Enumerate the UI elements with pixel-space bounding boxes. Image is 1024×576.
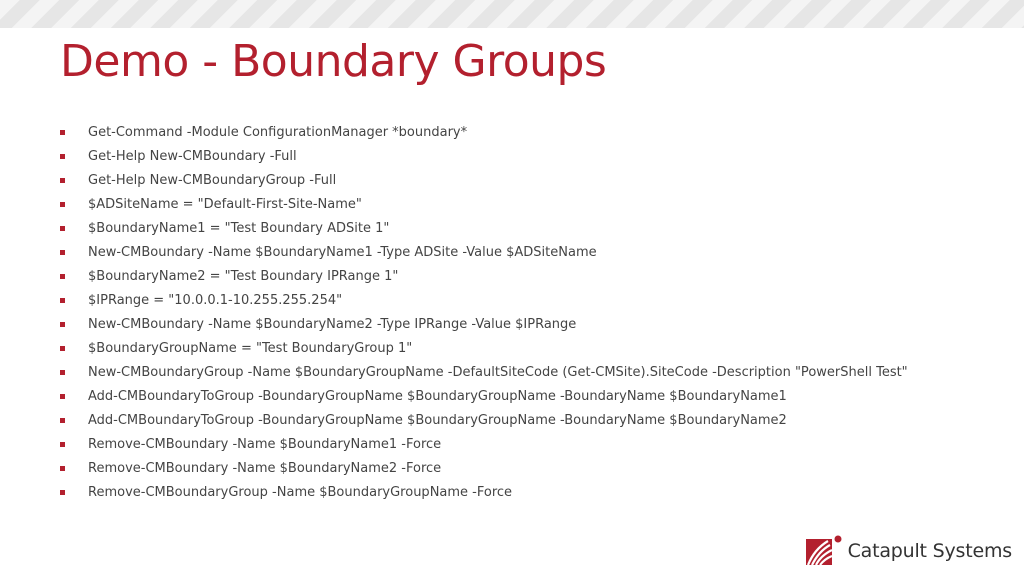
square-bullet-icon xyxy=(60,226,65,231)
bullet-item xyxy=(60,385,908,409)
square-bullet-icon xyxy=(60,418,65,423)
square-bullet-icon xyxy=(60,490,65,495)
bullet-text: New-CMBoundary -Name $BoundaryName2 -Type IPRange -Value $IPRange xyxy=(88,317,577,332)
bullet-item xyxy=(60,265,908,289)
bullet-item xyxy=(60,457,908,481)
square-bullet-icon xyxy=(60,394,65,399)
bullet-item xyxy=(60,289,908,313)
slide-title: Demo - Boundary Groups xyxy=(60,36,607,87)
logo-text: Catapult Systems xyxy=(847,540,1012,562)
square-bullet-icon xyxy=(60,202,65,207)
bullet-text: Get-Help New-CMBoundaryGroup -Full xyxy=(88,173,337,188)
bullet-text: Remove-CMBoundary -Name $BoundaryName1 -Force xyxy=(88,437,442,452)
bullet-item xyxy=(60,121,908,145)
bullet-item xyxy=(60,169,908,193)
bullet-item xyxy=(60,409,908,433)
bullet-item xyxy=(60,241,908,265)
bullet-item xyxy=(60,193,908,217)
bullet-item xyxy=(60,313,908,337)
bullet-text: $IPRange = "10.0.0.1-10.255.255.254" xyxy=(88,293,343,308)
square-bullet-icon xyxy=(60,466,65,471)
bullet-item xyxy=(60,337,908,361)
bullet-text: New-CMBoundary -Name $BoundaryName1 -Type ADSite -Value $ADSiteName xyxy=(88,245,597,260)
bullet-text: $ADSiteName = "Default-First-Site-Name" xyxy=(88,197,362,212)
header-stripe-band xyxy=(0,0,1024,28)
bullet-text: $BoundaryGroupName = "Test BoundaryGroup 1" xyxy=(88,341,413,356)
square-bullet-icon xyxy=(60,178,65,183)
catapult-logo-icon xyxy=(806,535,842,567)
square-bullet-icon xyxy=(60,130,65,135)
command-bullet-list xyxy=(60,121,908,505)
square-bullet-icon xyxy=(60,322,65,327)
bullet-text: Add-CMBoundaryToGroup -BoundaryGroupName $BoundaryGroupName -BoundaryName $BoundaryName1 xyxy=(88,389,787,404)
square-bullet-icon xyxy=(60,370,65,375)
square-bullet-icon xyxy=(60,154,65,159)
square-bullet-icon xyxy=(60,274,65,279)
square-bullet-icon xyxy=(60,346,65,351)
bullet-item xyxy=(60,145,908,169)
bullet-text: Get-Help New-CMBoundary -Full xyxy=(88,149,297,164)
bullet-text: Remove-CMBoundaryGroup -Name $BoundaryGroupName -Force xyxy=(88,485,513,500)
bullet-text: $BoundaryName1 = "Test Boundary ADSite 1" xyxy=(88,221,390,236)
bullet-text: $BoundaryName2 = "Test Boundary IPRange 1" xyxy=(88,269,399,284)
catapult-systems-logo xyxy=(806,534,1012,568)
bullet-item xyxy=(60,433,908,457)
bullet-item xyxy=(60,217,908,241)
bullet-item xyxy=(60,361,908,385)
bullet-text: New-CMBoundaryGroup -Name $BoundaryGroupName -DefaultSiteCode (Get-CMSite).SiteCode -Description "PowerShell Test" xyxy=(88,365,908,380)
square-bullet-icon xyxy=(60,442,65,447)
bullet-text: Get-Command -Module ConfigurationManager *boundary* xyxy=(88,125,468,140)
square-bullet-icon xyxy=(60,298,65,303)
bullet-text: Remove-CMBoundary -Name $BoundaryName2 -Force xyxy=(88,461,442,476)
bullet-text: Add-CMBoundaryToGroup -BoundaryGroupName $BoundaryGroupName -BoundaryName $BoundaryName2 xyxy=(88,413,787,428)
square-bullet-icon xyxy=(60,250,65,255)
bullet-item xyxy=(60,481,908,505)
